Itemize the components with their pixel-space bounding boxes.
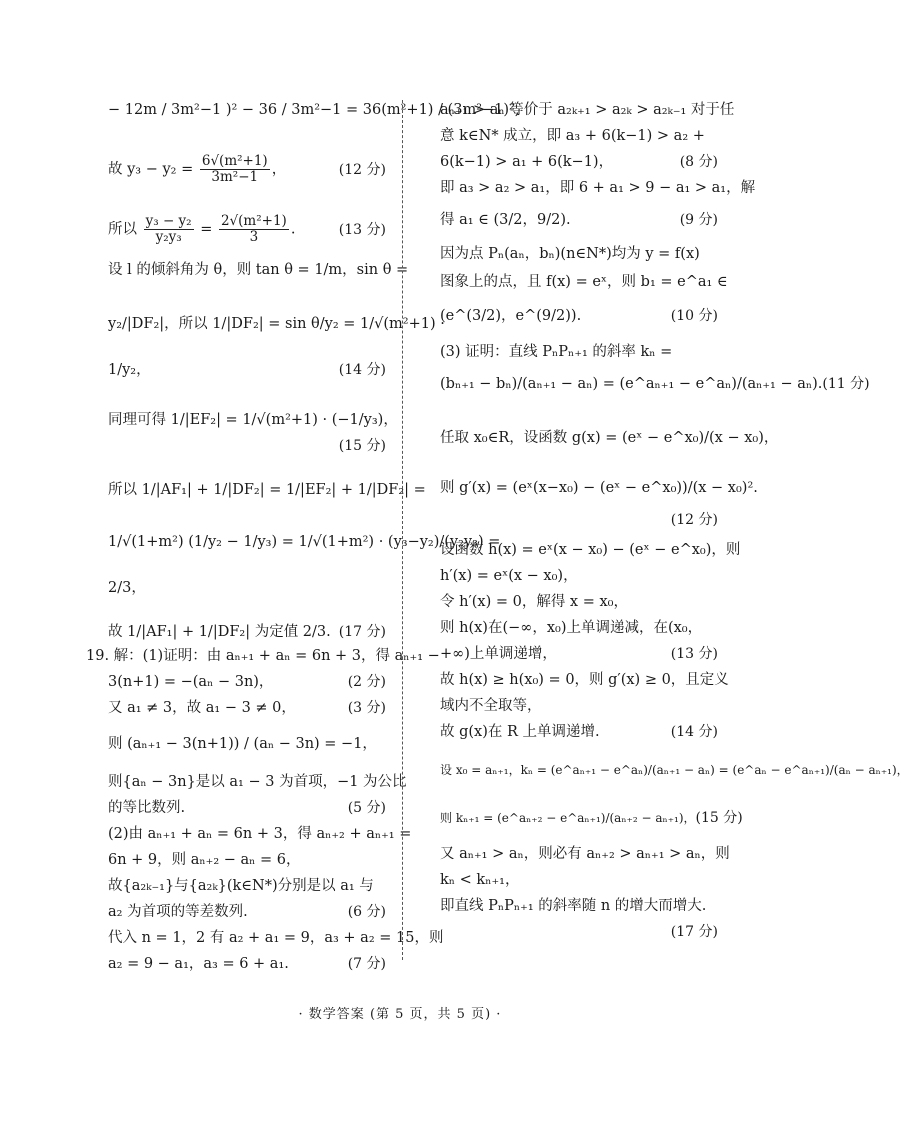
line-l02: 故 y₃ − y₂ = $\frac{\text{6√(m²+1)}}{\text{3m²−1}}$ ， (12 分) — [108, 153, 386, 185]
line-l05: y₂/|DF₂|，所以 1/|DF₂| = sin θ/y₂ = 1/√(m²+1) · — [108, 316, 445, 332]
line-r22: 则 kₙ₊₁ = (e^aₙ₊₂ − e^aₙ₊₁)/(aₙ₊₂ − aₙ₊₁)， (15 分) — [440, 810, 743, 826]
line-l19: 6n + 9，则 aₙ₊₂ − aₙ = 6， — [108, 852, 301, 868]
score-5: (5 分) — [347, 800, 386, 816]
line-l20: 故{a₂ₖ₋₁}与{a₂ₖ}(k∈N*)分别是以 a₁ 与 — [108, 878, 374, 894]
line-l15: 则 (aₙ₊₁ − 3(n+1)) / (aₙ − 3n) = −1， — [108, 736, 377, 752]
page-footer: · 数学答案 (第 5 页，共 5 页) · — [298, 1007, 502, 1022]
score-12: (12 分) — [338, 161, 386, 178]
line-r10: (bₙ₊₁ − bₙ)/(aₙ₊₁ − aₙ) = (e^aₙ₊₁ − e^aₙ)/(aₙ₊₁ − aₙ). (11 分) — [440, 376, 870, 392]
score-14: (14 分) — [338, 362, 386, 378]
line-l09: 1/√(1+m²) (1/y₂ − 1/y₃) = 1/√(1+m²) · (y₃−y₂)/(y₂y₃) = — [108, 534, 501, 550]
score-12-right: (12 分) — [670, 512, 718, 528]
score-9: (9 分) — [679, 212, 718, 228]
score-10: (10 分) — [670, 308, 718, 324]
line-r16: 则 h(x)在(−∞，x₀)上单调递减，在(x₀， — [440, 620, 703, 636]
score-2: (2 分) — [347, 674, 386, 690]
line-l01: − 12m / 3m²−1 )² − 36 / 3m²−1 = 36(m²+1) / (3m²−1)², — [108, 102, 520, 118]
line-l10: 2/3， — [108, 580, 146, 596]
line-l12: 19. 解：(1)证明：由 aₙ₊₁ + aₙ = 6n + 3，得 aₙ₊₁ − — [86, 648, 440, 664]
line-r07: 图象上的点，且 f(x) = eˣ，则 b₁ = e^a₁ ∈ — [440, 274, 728, 290]
line-r03: 6(k−1) > a₁ + 6(k−1)， (8 分) — [440, 154, 718, 170]
line-l21: a₂ 为首项的等差数列. (6 分) — [108, 904, 386, 920]
line-p15 — [108, 436, 386, 456]
line-l18: (2)由 aₙ₊₁ + aₙ = 6n + 3，得 aₙ₊₂ + aₙ₊₁ = — [108, 826, 412, 842]
column-divider — [402, 100, 403, 960]
line-p17r — [440, 922, 718, 942]
line-l06: 1/y₂， (14 分) — [108, 362, 386, 378]
line-r20: 故 g(x)在 R 上单调递增. (14 分) — [440, 724, 718, 740]
score-11: (11 分) — [822, 376, 870, 392]
score-17: (17 分) — [338, 624, 386, 640]
score-3: (3 分) — [347, 700, 386, 716]
line-r11: 任取 x₀∈R，设函数 g(x) = (eˣ − e^x₀)/(x − x₀)， — [440, 430, 779, 446]
line-l16: 则{aₙ − 3n}是以 a₁ − 3 为首项，−1 为公比 — [108, 774, 407, 790]
line-l04: 设 l 的倾斜角为 θ，则 tan θ = 1/m，sin θ = — [108, 262, 409, 278]
line-r24: kₙ < kₙ₊₁， — [440, 872, 520, 888]
score-13: (13 分) — [338, 221, 386, 238]
score-6: (6 分) — [347, 904, 386, 920]
line-r12: 则 g′(x) = (eˣ(x−x₀) − (eˣ − e^x₀))/(x − x₀)². — [440, 480, 758, 496]
score-14-right: (14 分) — [670, 724, 718, 740]
line-r17: +∞)上单调递增， (13 分) — [440, 646, 718, 662]
line-r13: 设函数 h(x) = eˣ(x − x₀) − (eˣ − e^x₀)，则 — [440, 542, 741, 558]
score-17-right: (17 分) — [670, 924, 718, 940]
score-15-right: (15 分) — [695, 810, 743, 826]
line-l14: 又 a₁ ≠ 3，故 a₁ − 3 ≠ 0， (3 分) — [108, 700, 386, 716]
line-r18: 故 h(x) ≥ h(x₀) = 0，则 g′(x) ≥ 0，且定义 — [440, 672, 729, 688]
line-l11: 故 1/|AF₁| + 1/|DF₂| 为定值 2/3. (17 分) — [108, 624, 386, 640]
line-l13: 3(n+1) = −(aₙ − 3n)， (2 分) — [108, 674, 386, 690]
line-l08: 所以 1/|AF₁| + 1/|DF₂| = 1/|EF₂| + 1/|DF₂| = — [108, 482, 426, 498]
line-r14: h′(x) = eˣ(x − x₀)， — [440, 568, 578, 584]
line-l07: 同理可得 1/|EF₂| = 1/√(m²+1) · (−1/y₃)， — [108, 412, 398, 428]
line-r23: 又 aₙ₊₁ > aₙ，则必有 aₙ₊₂ > aₙ₊₁ > aₙ，则 — [440, 846, 730, 862]
line-r15: 令 h′(x) = 0，解得 x = x₀， — [440, 594, 628, 610]
line-r05: 得 a₁ ∈ (3/2，9/2). (9 分) — [440, 212, 718, 228]
line-r25: 即直线 PₙPₙ₊₁ 的斜率随 n 的增大而增大. — [440, 898, 707, 914]
line-l03: 所以 $\frac{\text{y₃ − y₂}}{\text{y₂y₃}}$ = $\frac{\text{2√(m²+1)}}{3}$ . (13 分) — [108, 213, 386, 245]
line-l17: 的等比数列. (5 分) — [108, 800, 386, 816]
line-l23: a₂ = 9 − a₁，a₃ = 6 + a₁. (7 分) — [108, 956, 386, 972]
line-p12r — [440, 510, 718, 530]
score-7: (7 分) — [347, 956, 386, 972]
line-r04: 即 a₃ > a₂ > a₁，即 6 + a₁ > 9 − a₁ > a₁，解 — [440, 180, 756, 196]
line-r02: 意 k∈N* 成立，即 a₃ + 6(k−1) > a₂ + — [440, 128, 705, 144]
line-r06: 因为点 Pₙ(aₙ，bₙ)(n∈N*)均为 y = f(x) — [440, 246, 700, 262]
line-l22: 代入 n = 1，2 有 a₂ + a₁ = 9，a₃ + a₂ = 15，则 — [108, 930, 444, 946]
line-r21: 设 x₀ = aₙ₊₁，kₙ = (e^aₙ₊₁ − e^aₙ)/(aₙ₊₁ − aₙ) = (e^aₙ − e^aₙ₊₁)/(aₙ − aₙ₊₁)， — [440, 763, 909, 777]
line-r09: (3) 证明：直线 PₙPₙ₊₁ 的斜率 kₙ = — [440, 344, 673, 360]
line-r01: aₙ₊₁ > aₙ 等价于 a₂ₖ₊₁ > a₂ₖ > a₂ₖ₋₁ 对于任 — [440, 102, 735, 118]
line-r08: (e^(3/2)，e^(9/2)). (10 分) — [440, 308, 718, 324]
score-15: (15 分) — [338, 438, 386, 454]
score-13-right: (13 分) — [670, 646, 718, 662]
score-8: (8 分) — [679, 154, 718, 170]
line-r19: 域内不全取等， — [440, 698, 542, 714]
